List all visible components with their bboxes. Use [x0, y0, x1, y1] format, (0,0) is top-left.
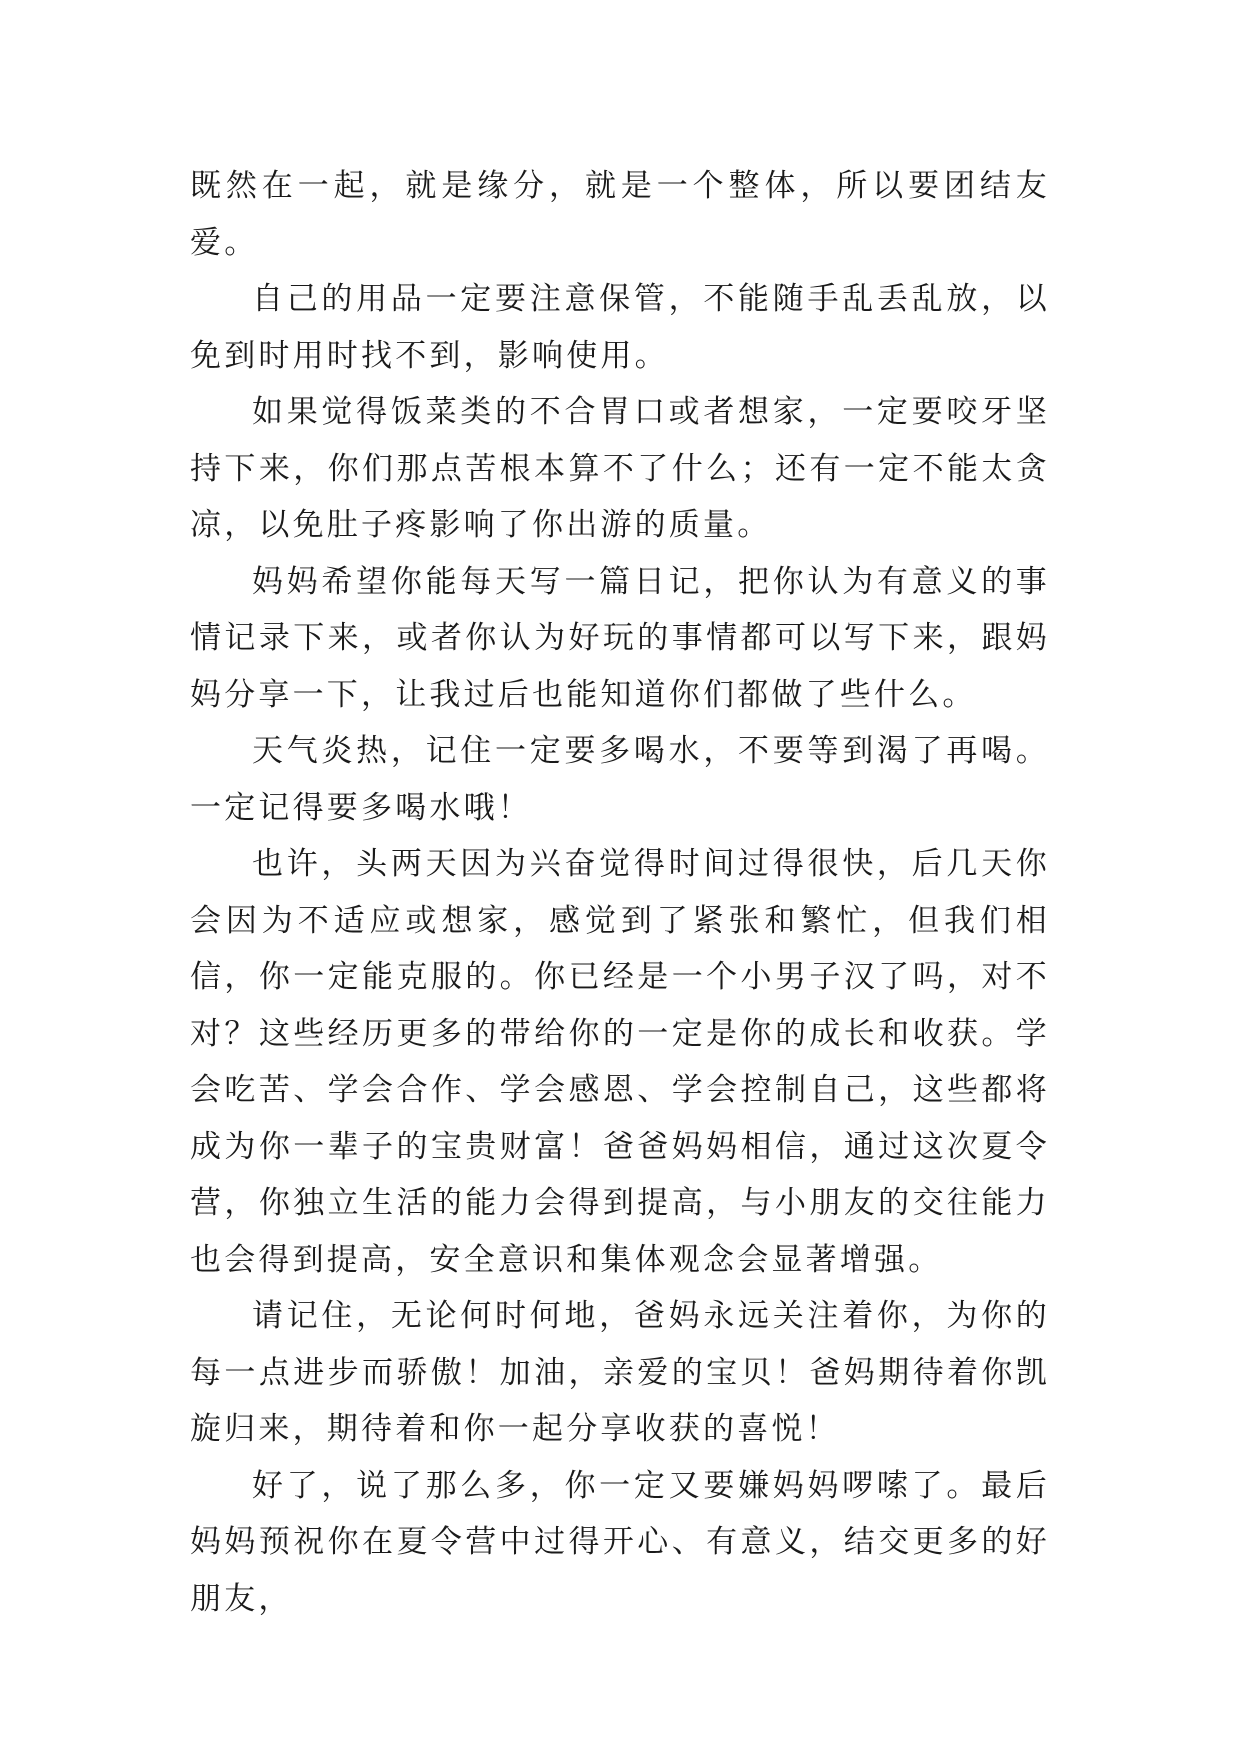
paragraph: 妈妈希望你能每天写一篇日记，把你认为有意义的事情记录下来，或者你认为好玩的事情都可以写下来，跟妈妈分享一下，让我过后也能知道你们都做了些什么。 [190, 563, 1050, 713]
paragraph: 天气炎热，记住一定要多喝水，不要等到渴了再喝。一定记得要多喝水哦！ [190, 733, 1050, 826]
paragraph: 请记住，无论何时何地，爸妈永远关注着你，为你的每一点进步而骄傲！加油，亲爱的宝贝！爸妈期待着你凯旋归来，期待着和你一起分享收获的喜悦！ [190, 1298, 1050, 1447]
document-body [190, 158, 1050, 1627]
paragraph: 自己的用品一定要注意保管，不能随手乱丢乱放，以免到时用时找不到，影响使用。 [190, 281, 1050, 374]
paragraph: 如果觉得饭菜类的不合胃口或者想家，一定要咬牙坚持下来，你们那点苦根本算不了什么；还有一定不能太贪凉，以免肚子疼影响了你出游的质量。 [190, 394, 1050, 543]
paragraph: 好了，说了那么多，你一定又要嫌妈妈啰嗦了。最后妈妈预祝你在夏令营中过得开心、有意义，结交更多的好朋友， [190, 1467, 1050, 1617]
paragraph: 既然在一起，就是缘分，就是一个整体，所以要团结友爱。 [190, 168, 1050, 261]
paragraph: 也许，头两天因为兴奋觉得时间过得很快，后几天你会因为不适应或想家，感觉到了紧张和繁忙，但我们相信，你一定能克服的。你已经是一个小男子汉了吗，对不对？这些经历更多的带给你的一定是你的成长和收获。学会吃苦、学会合作、学会感恩、学会控制自己，这些都将成为你一辈子的宝贵财富！爸爸妈妈相信，通过这次夏令营，你独立生活的能力会得到提高，与小朋友的交往能力也会得到提高，安全意识和集体观念会显著增强。 [190, 846, 1050, 1278]
